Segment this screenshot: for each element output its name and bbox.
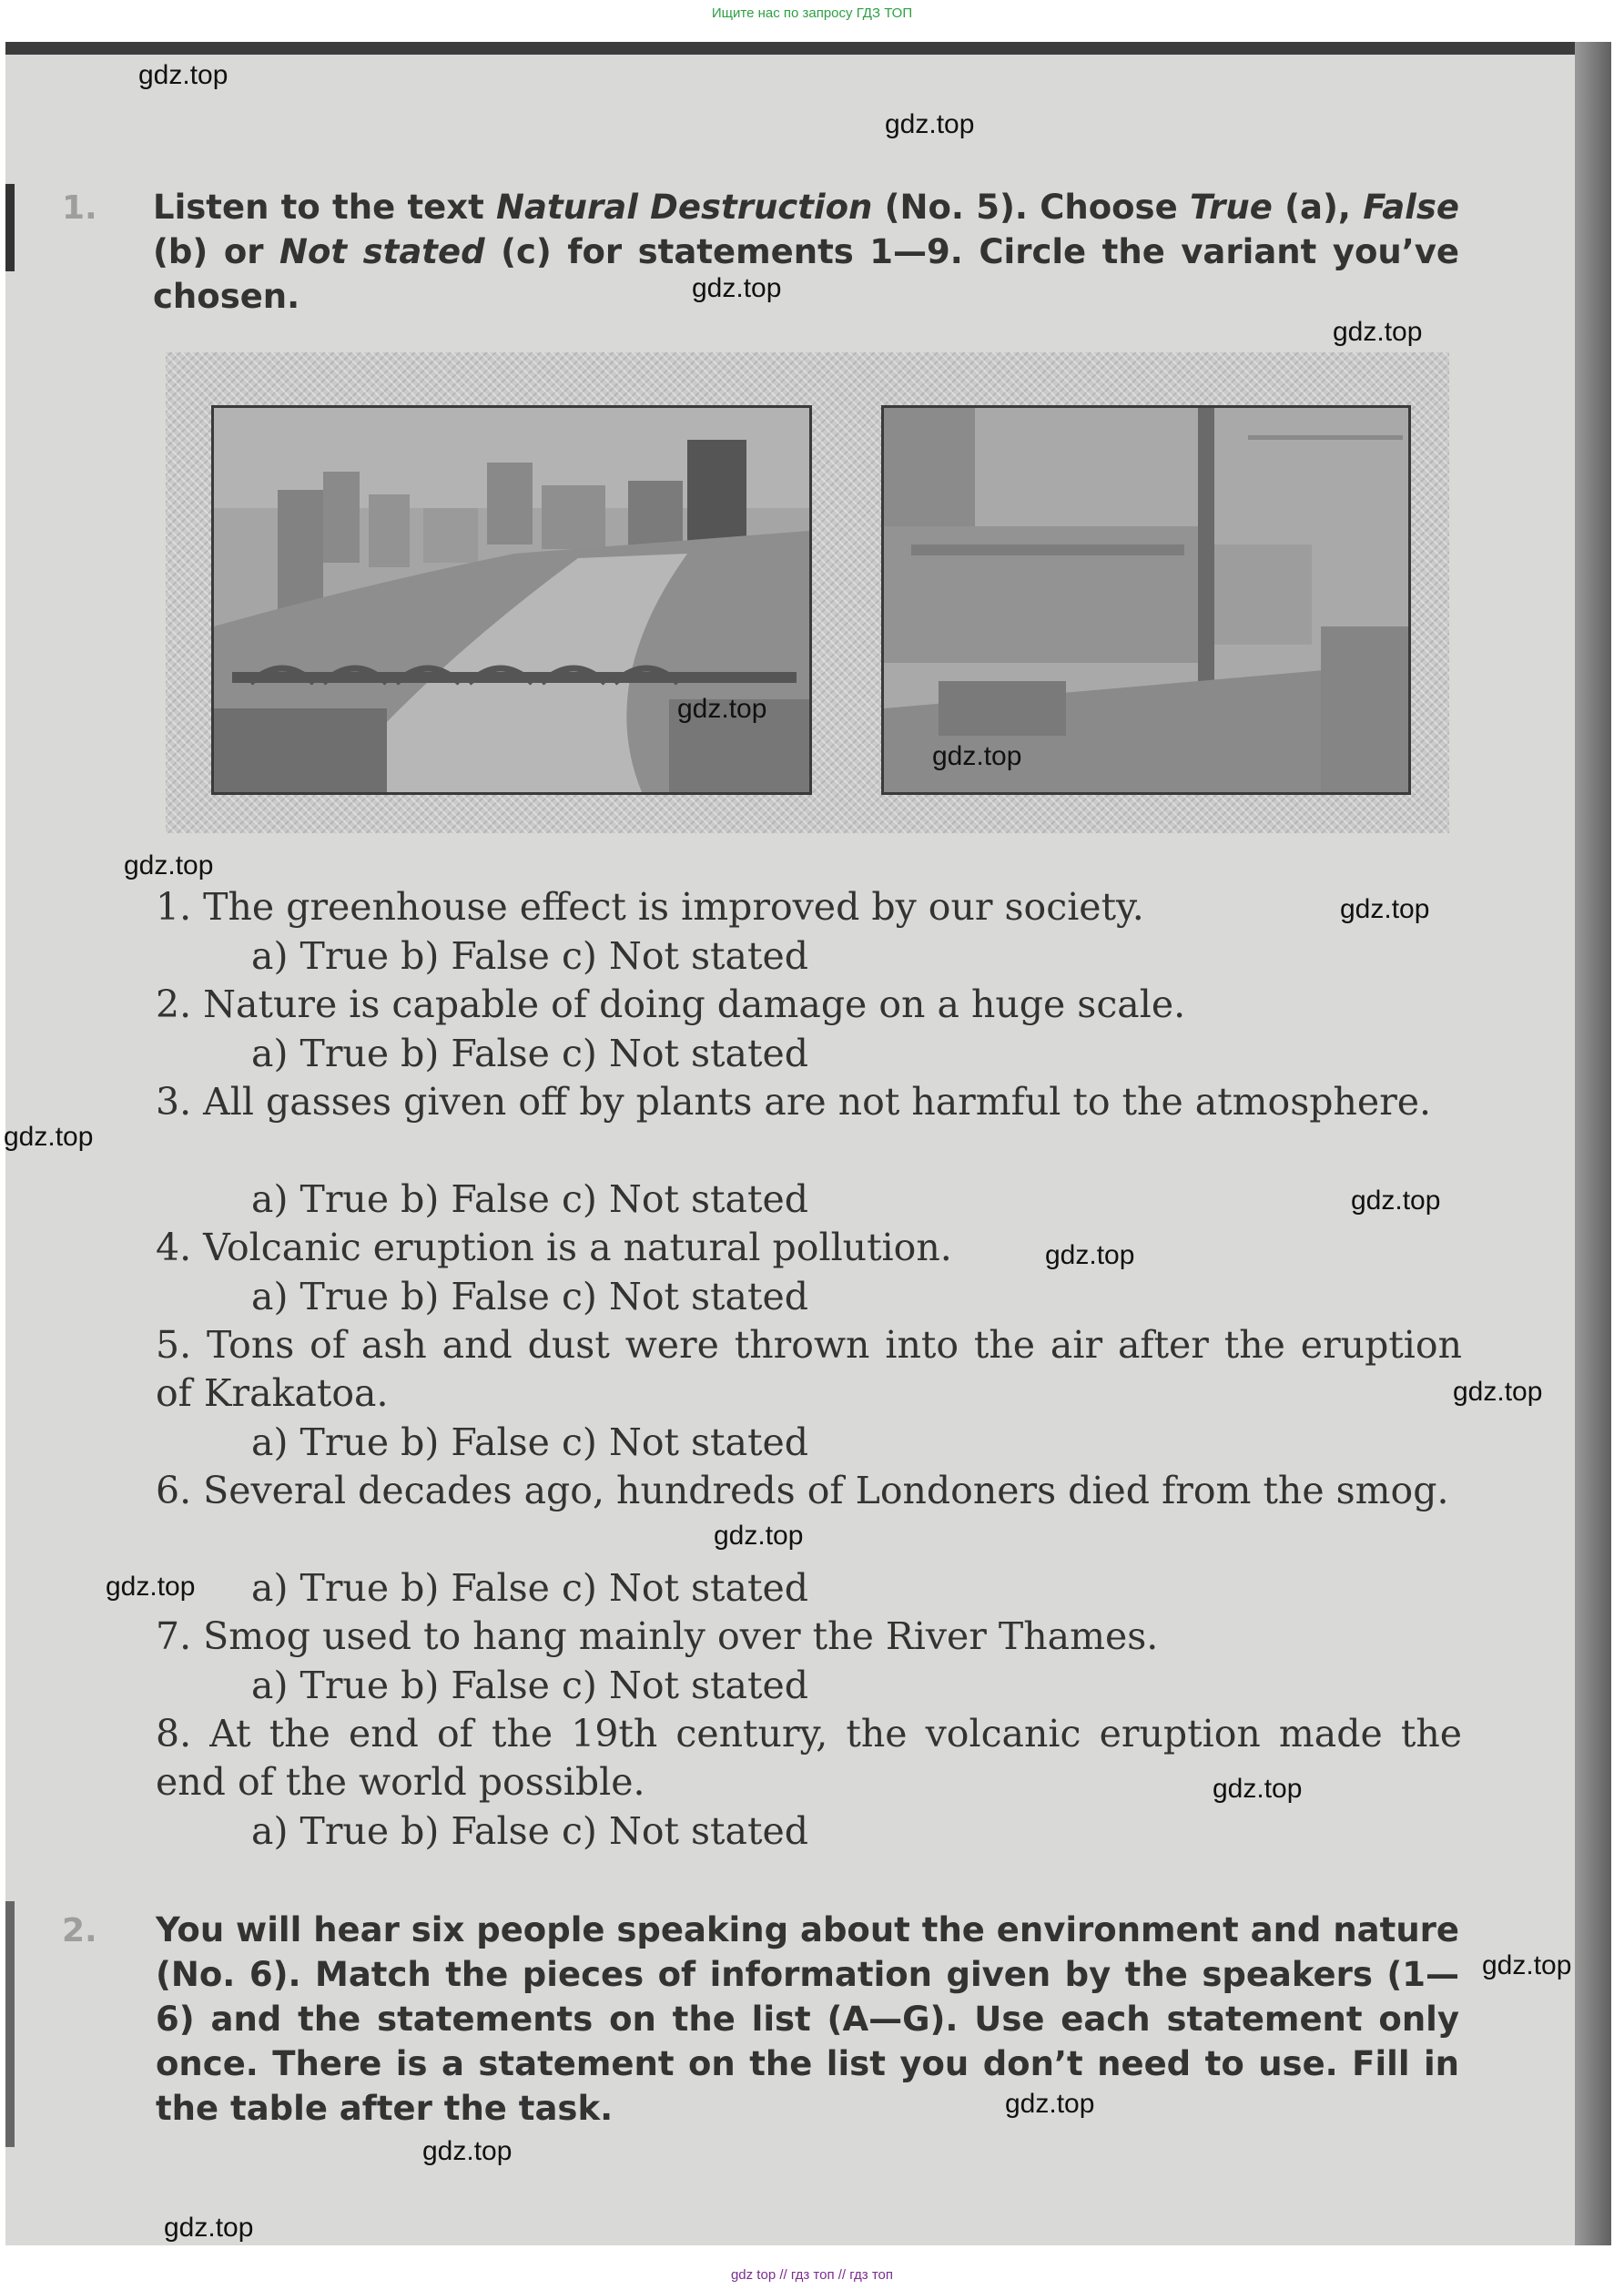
watermark: gdz.top [714,1521,804,1551]
instruction-emphasis: True [1189,188,1273,227]
watermark: gdz.top [885,109,975,139]
book-spine-shadow [1575,42,1611,2245]
photo-frame [166,352,1449,833]
statement-8: 8. At the end of the 19th century, the volcanic eruption made the end of the world possible. [156,1712,1462,1804]
task-instruction: You will hear six people speaking about the environment and nature (No. 6). Match the pieces of information given by the speakers (1—6) and the statements on the list (A—G). Use each statement only once. There is a statement on the list you don’t need to use. Fill in the table after the task. [156,1910,1459,2128]
watermark: gdz.top [138,60,228,90]
answer-options-4: a) True b) False c) Not stated [251,1275,808,1318]
statement-2: 2. Nature is capable of doing damage on a huge scale. [156,982,1186,1026]
watermark: gdz.top [1351,1186,1441,1216]
footer-note: gdz top // гдз топ // гдз топ [730,2267,894,2283]
instruction-text: (a), [1272,188,1364,227]
answer-options-2: a) True b) False c) Not stated [251,1032,808,1075]
margin-marker [5,184,15,271]
watermark: gdz.top [4,1122,94,1152]
watermark: gdz.top [1005,2089,1095,2119]
photo-london-smog [211,405,812,795]
watermark: gdz.top [932,741,1022,771]
statement-3: 3. All gasses given off by plants are not harmful to the atmosphere. [156,1080,1432,1124]
margin-marker [5,1901,15,2147]
photo-city-street-smog [881,405,1411,795]
answer-options-3: a) True b) False c) Not stated [251,1177,808,1221]
statement-4: 4. Volcanic eruption is a natural pollution. [156,1226,952,1269]
answer-options-7: a) True b) False c) Not stated [251,1664,808,1707]
watermark: gdz.top [1482,1950,1572,1980]
task-number: 1. [62,189,97,227]
watermark: gdz.top [124,850,214,880]
watermark: gdz.top [106,1572,196,1602]
task-number: 2. [62,1912,97,1949]
photo-city-street-smog-image [884,408,1408,792]
watermark: gdz.top [1213,1774,1303,1804]
statement-6: 6. Several decades ago, hundreds of Londoners died from the smog. [156,1469,1449,1512]
instruction-text: (b) or [153,232,280,271]
instruction-text: Listen to the text [153,188,497,227]
watermark: gdz.top [1453,1377,1543,1407]
instruction-emphasis: Not stated [279,232,485,271]
task-instruction [153,185,1459,319]
watermark: gdz.top [692,273,782,303]
top-note: Ищите нас по запросу ГДЗ ТОП [711,5,913,21]
instruction-text: (c) for statements 1—9. Circle the variant you’ve chosen. [153,232,1459,316]
watermark: gdz.top [1333,317,1423,347]
instruction-text: (No. 5). Choose [872,188,1190,227]
watermark: gdz.top [422,2136,513,2166]
page-top-edge [5,42,1611,55]
photo-london-smog-image [214,408,809,792]
instruction-emphasis: False [1363,188,1459,227]
statement-7: 7. Smog used to hang mainly over the River Thames. [156,1614,1159,1658]
answer-options-6: a) True b) False c) Not stated [251,1566,808,1610]
watermark: gdz.top [1045,1240,1135,1270]
watermark: gdz.top [677,694,767,724]
instruction-emphasis: Natural Destruction [496,188,873,227]
answer-options-1: a) True b) False c) Not stated [251,934,808,978]
answer-options-5: a) True b) False c) Not stated [251,1420,808,1464]
answer-options-8: a) True b) False c) Not stated [251,1809,808,1853]
watermark: gdz.top [1340,894,1430,924]
statement-1: 1. The greenhouse effect is improved by our society. [156,885,1144,929]
statement-5: 5. Tons of ash and dust were thrown into the air after the eruption of Krakatoa. [156,1323,1462,1415]
watermark: gdz.top [164,2213,254,2243]
